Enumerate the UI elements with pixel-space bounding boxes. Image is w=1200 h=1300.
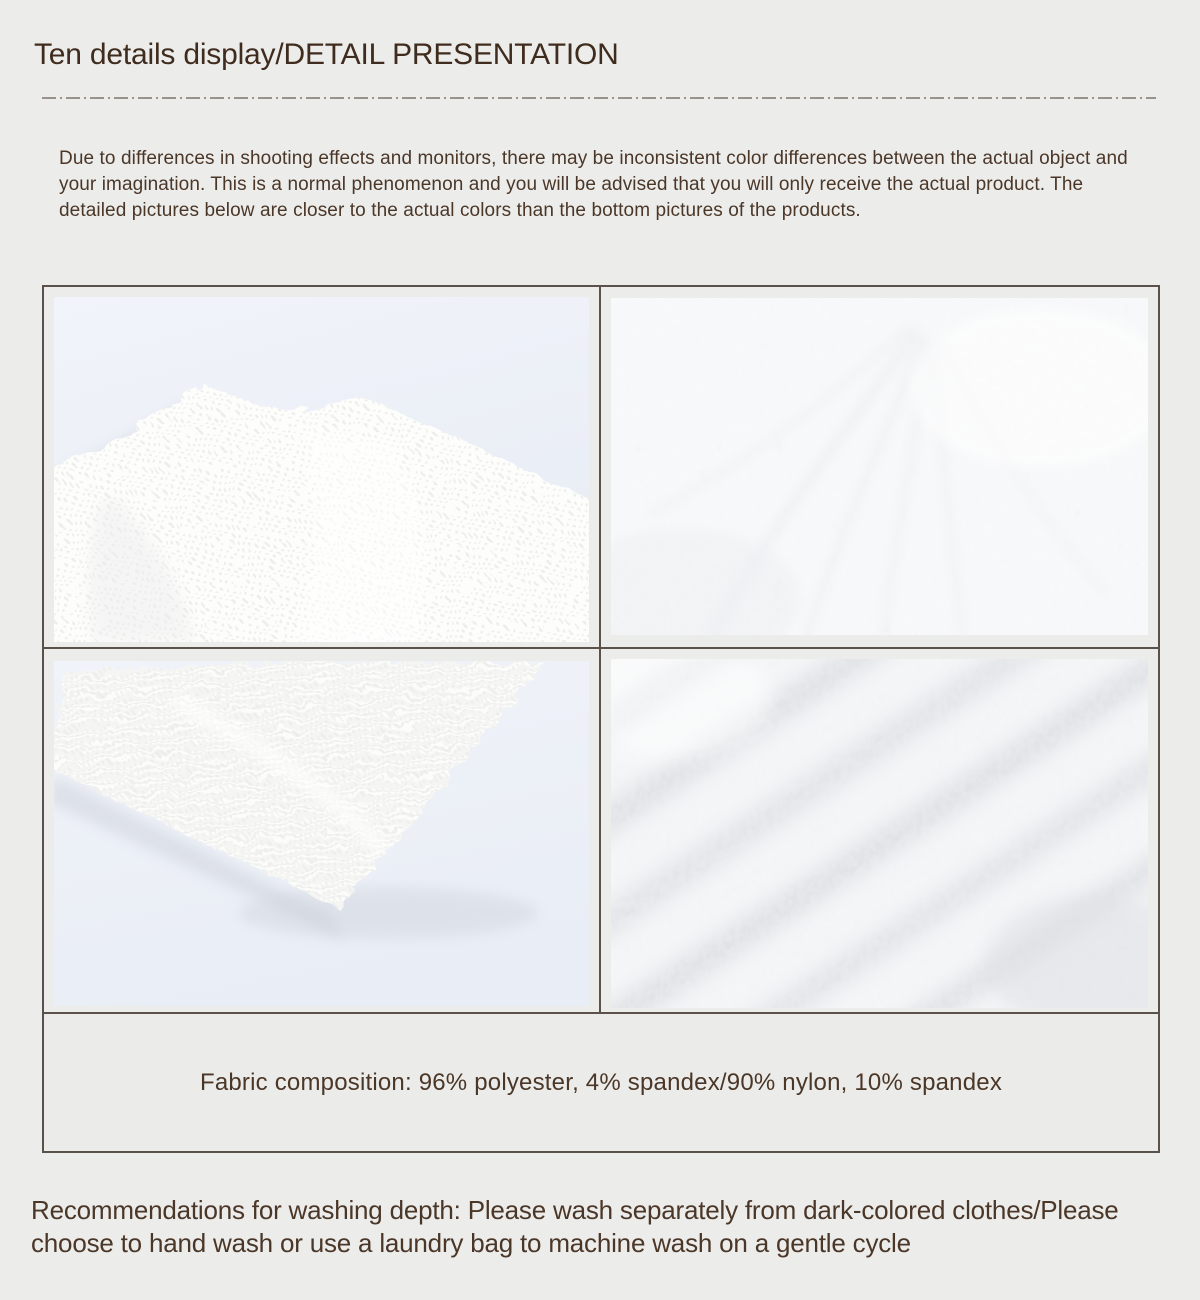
fabric-composition-text: Fabric composition: 96% polyester, 4% spandex/90% nylon, 10% spandex (199, 1068, 1003, 1096)
detail-photo-grid (42, 285, 1160, 1153)
dashed-divider (42, 97, 1156, 99)
section-title: Ten details display/DETAIL PRESENTATION (34, 38, 619, 71)
photo-cell-top-left (44, 287, 601, 649)
photo-cell-top-right (601, 287, 1158, 649)
fabric-composition-caption (44, 1014, 1158, 1151)
lace-folds-closeup-photo (611, 659, 1148, 1008)
lace-corner-photo (54, 297, 589, 642)
color-disclaimer-text: Due to differences in shooting effects and monitors, there may be inconsistent color differences between the actual object and your imagination. This is a normal phenomenon and you will be advised that you will only receive the actual product. The detailed pictures below are closer to the actual colors than the bottom pictures of the products. (59, 148, 1128, 221)
washing-recommendation-text: Recommendations for washing depth: Please wash separately from dark-colored clothes/Please choose to hand wash or use a laundry bag to machine wash on a gentle cycle (31, 1195, 1119, 1258)
photo-cell-bottom-left (44, 649, 601, 1014)
lace-gathered-closeup-photo (611, 298, 1148, 635)
photo-cell-bottom-right (601, 649, 1158, 1014)
lace-hem-photo (54, 661, 589, 1006)
